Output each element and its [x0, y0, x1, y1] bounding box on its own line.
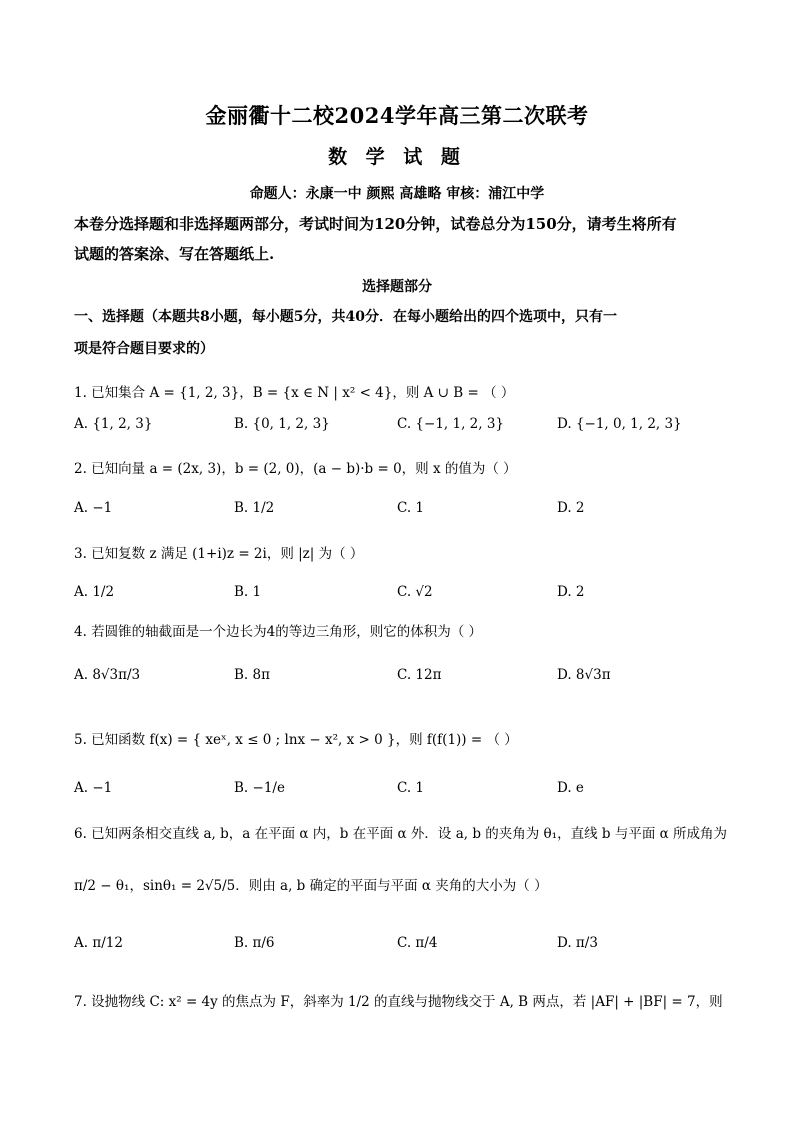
q4-option-c: C. 12π	[397, 667, 442, 683]
section-heading-line-1: 一、选择题（本题共8小题，每小题5分，共40分．在每小题给出的四个选项中，只有一	[74, 309, 617, 325]
question-6-stem-line-1: 6. 已知两条相交直线 a, b，a 在平面 α 内，b 在平面 α 外．设 a, b 的夹角为 θ₁，直线 b 与平面 α 所成角为	[74, 826, 728, 842]
q2-option-c: C. 1	[397, 500, 425, 516]
exam-title: 金丽衢十二校2024学年高三第二次联考	[205, 103, 589, 128]
exam-subtitle: 数 学 试 题	[328, 146, 466, 168]
q6-option-b: B. π/6	[234, 935, 275, 951]
q4-option-d: D. 8√3π	[557, 667, 611, 683]
question-2-stem: 2. 已知向量 a = (2x, 3)，b = (2, 0)，(a − b)·b = 0，则 x 的值为（ ）	[74, 461, 517, 477]
q5-option-c: C. 1	[397, 780, 425, 796]
q2-option-d: D. 2	[557, 500, 585, 516]
intro-line-2: 试题的答案涂、写在答题纸上.	[74, 245, 275, 263]
question-3-stem: 3. 已知复数 z 满足 (1+i)z = 2i，则 |z| 为（ ）	[74, 546, 364, 562]
q6-option-c: C. π/4	[397, 935, 438, 951]
q6-option-d: D. π/3	[557, 935, 598, 951]
q3-option-d: D. 2	[557, 584, 585, 600]
q6-option-a: A. π/12	[74, 935, 123, 951]
q1-option-a: A. {1, 2, 3}	[74, 416, 153, 432]
q2-option-b: B. 1/2	[234, 500, 275, 516]
section-title: 选择题部分	[362, 279, 432, 295]
authors-line: 命题人：永康一中 颜熙 高雄略 审核：浦江中学	[249, 186, 545, 202]
q5-option-d: D. e	[557, 780, 584, 796]
question-5-stem: 5. 已知函数 f(x) = { xeˣ, x ≤ 0 ; lnx − x², x > 0 }，则 f(f(1)) = （ ）	[74, 732, 518, 748]
q5-option-a: A. −1	[74, 780, 113, 796]
q4-option-a: A. 8√3π/3	[74, 667, 141, 683]
question-6-stem-line-2: π/2 − θ₁，sinθ₁ = 2√5/5．则由 a, b 确定的平面与平面 α 夹角的大小为（ ）	[74, 878, 548, 894]
question-4-stem: 4. 若圆锥的轴截面是一个边长为4的等边三角形，则它的体积为（ ）	[74, 624, 483, 640]
section-heading-line-2: 项是符合题目要求的）	[74, 341, 214, 357]
q3-option-a: A. 1/2	[74, 584, 115, 600]
q5-option-b: B. −1/e	[234, 780, 285, 796]
q3-option-c: C. √2	[397, 584, 433, 600]
q1-option-b: B. {0, 1, 2, 3}	[234, 416, 330, 432]
question-7-stem: 7. 设抛物线 C: x² = 4y 的焦点为 F，斜率为 1/2 的直线与抛物线交于 A, B 两点，若 |AF| + |BF| = 7，则	[74, 994, 723, 1010]
q1-option-c: C. {−1, 1, 2, 3}	[397, 416, 505, 432]
intro-line-1: 本卷分选择题和非选择题两部分，考试时间为120分钟，试卷总分为150分，请考生将所有	[74, 215, 677, 233]
q3-option-b: B. 1	[234, 584, 262, 600]
question-1-stem: 1. 已知集合 A = {1, 2, 3}，B = {x ∈ N | x² < 4}，则 A ∪ B = （ ）	[74, 385, 515, 401]
q1-option-d: D. {−1, 0, 1, 2, 3}	[557, 416, 682, 432]
q4-option-b: B. 8π	[234, 667, 270, 683]
q2-option-a: A. −1	[74, 500, 113, 516]
